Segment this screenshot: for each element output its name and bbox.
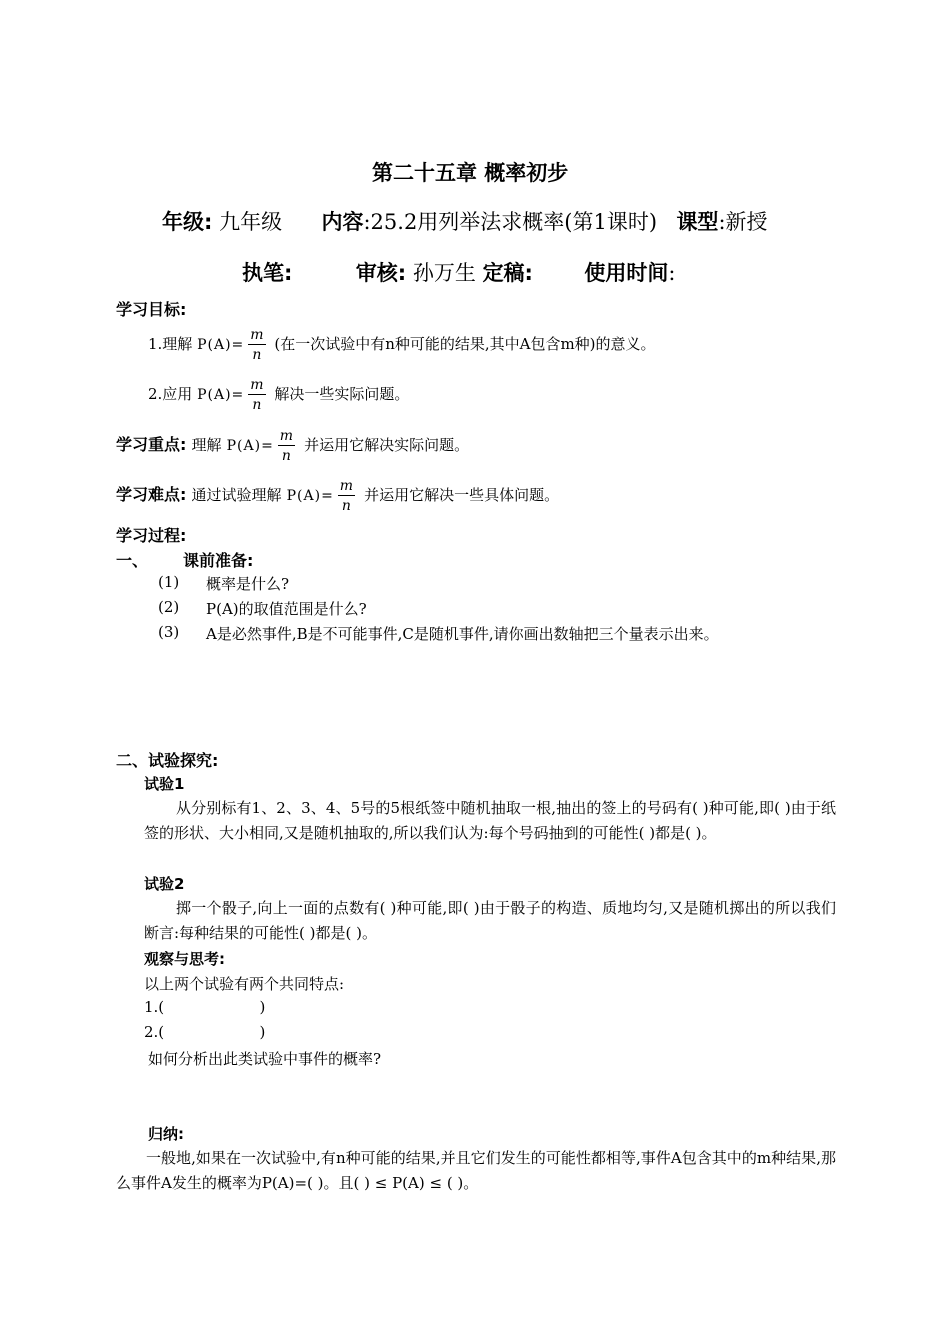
review-value: 孙万生: [412, 261, 476, 285]
experiment-1-text: 从分别标有1、2、3、4、5号的5根纸签中随机抽取一根,抽出的签上的号码有( )种可能,即( )由于纸签的形状、大小相同,又是随机抽取的,所以我们认为:每个号码抽到的可能性( )都是( )。: [144, 799, 836, 842]
section1-number: 一、: [116, 551, 149, 570]
goals-heading: 学习目标:: [116, 300, 187, 319]
difficulty-line: 学习难点: 通过试验理解 P(A)= $\frac{m}{n}$ 并运用它解决一些具体问题。: [116, 477, 560, 514]
prep-item-1-text: 概率是什么?: [206, 575, 290, 593]
experiment-2-title: 试验2: [144, 875, 185, 893]
observe-title: 观察与思考:: [144, 950, 225, 968]
feature-1: 1.( ): [144, 998, 266, 1016]
review-label: 审核:: [355, 261, 407, 285]
observe-intro: 以上两个试验有两个共同特点:: [144, 975, 345, 993]
key-point-heading: 学习重点:: [116, 435, 187, 454]
fraction-m-over-n: $\frac{m}{n}$: [279, 427, 294, 464]
meta-line-2: [242, 257, 675, 287]
experiment-1-title: 试验1: [144, 775, 185, 793]
final-label: 定稿:: [482, 261, 533, 285]
content-value: :25.2用列举法求概率(第1课时): [363, 210, 658, 234]
analysis-question: 如何分析出此类试验中事件的概率?: [148, 1050, 382, 1068]
section1-title: 课前准备:: [183, 551, 254, 570]
fraction-m-over-n: $\frac{m}{n}$: [339, 477, 354, 514]
process-heading: 学习过程:: [116, 526, 187, 545]
goal-item-2: 2.应用 P(A)= $\frac{m}{n}$ 解决一些实际问题。: [148, 377, 410, 413]
feature-2: 2.( ): [144, 1023, 266, 1041]
formula-pa: P(A)=: [226, 438, 274, 454]
difficulty-heading: 学习难点:: [116, 485, 187, 504]
experiment-2-text: 掷一个骰子,向上一面的点数有( )种可能,即( )由于骰子的构造、质地均匀,又是随机掷出的所以我们断言:每种结果的可能性( )都是( )。: [144, 899, 836, 942]
formula-pa: P(A)=: [197, 387, 245, 403]
writer-label: 执笔:: [242, 261, 293, 285]
prep-item-3-text: A是必然事件,B是不可能事件,C是随机事件,请你画出数轴把三个量表示出来。: [206, 625, 719, 643]
meta-line-1: [162, 206, 768, 236]
grade-sep: :: [204, 210, 213, 234]
prep-item-1-num: (1): [158, 573, 180, 591]
summary-title: 归纳:: [148, 1125, 184, 1143]
prep-item-2-text: P(A)的取值范围是什么?: [206, 600, 367, 618]
fraction-m-over-n: $\frac{m}{n}$: [250, 377, 264, 413]
section2-title: 二、试验探究:: [116, 751, 219, 770]
type-label: 课型: [676, 210, 719, 234]
formula-pa: P(A)=: [286, 488, 334, 504]
goal-item-1: 1.理解 P(A)= $\frac{m}{n}$ (在一次试验中有n种可能的结果,其中A包含m种)的意义。: [148, 327, 656, 363]
formula-pa: P(A)=: [197, 337, 245, 353]
page-title: 第二十五章 概率初步: [372, 161, 569, 185]
grade-label: 年级: [162, 210, 204, 234]
prep-item-2-num: (2): [158, 598, 180, 616]
prep-item-3-num: (3): [158, 623, 180, 641]
time-sep: :: [668, 261, 676, 285]
fraction-m-over-n: $\frac{m}{n}$: [250, 327, 264, 363]
type-value: :新授: [718, 210, 768, 234]
summary-text: 一般地,如果在一次试验中,有n种可能的结果,并且它们发生的可能性都相等,事件A包含其中的m种结果,那么事件A发生的概率为P(A)=( )。且( ) ≤ P(A) ≤ ( )。: [116, 1149, 836, 1192]
grade-value: 九年级: [219, 210, 283, 234]
key-point-line: 学习重点: 理解 P(A)= $\frac{m}{n}$ 并运用它解决实际问题。: [116, 427, 470, 464]
time-label: 使用时间: [584, 261, 669, 285]
content-label: 内容: [321, 210, 364, 234]
